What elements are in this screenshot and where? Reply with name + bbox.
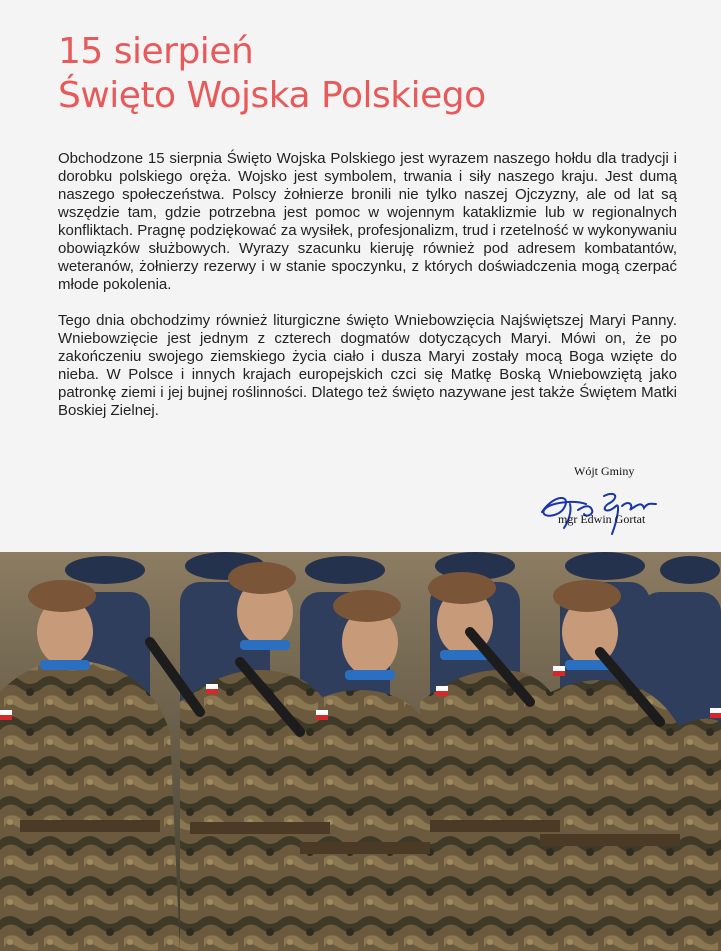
page-title: [58, 30, 486, 118]
title-line-holiday: Święto Wojska Polskiego: [58, 75, 486, 116]
signature-role: Wójt Gminy: [574, 464, 635, 478]
soldiers-parade-image: [0, 552, 721, 951]
signature-name: mgr Edwin Gortat: [558, 512, 646, 526]
soldiers-parade-photo: [0, 552, 721, 951]
paragraph-army-day: Obchodzone 15 sierpnia Święto Wojska Polskiego jest wyrazem naszego hołdu dla tradycji i dorobku polskiego oręża. Wojsko jest symbolem, trwania i siły naszego kraju. Jest dumą naszego społeczeństwa. Polscy żołnierze bronili nie tylko naszej Ojczyzny, ale od lat są wszędzie tam, gdzie potrzebna jest pomoc w wojennym kataklizmie lub w regionalnych konfliktach. Pragnę podziękować za wysiłek, profesjonalizm, trud i rzetelność w wykonywaniu obowiązków służbowych. Wyrazy szacunku kieruję również pod adresem kombatantów, weteranów, żołnierzy rezerwy i w stanie spoczynku, z których doświadczenia mogą czerpać młode pokolenia.: [58, 150, 677, 293]
letter-body: [58, 150, 677, 438]
signature-block: [534, 462, 664, 542]
paragraph-assumption: Tego dnia obchodzimy również liturgiczne święto Wniebowzięcia Najświętszej Maryi Panny. Wniebowzięcie jest jednym z czterech dogmatów dotyczących Maryi. Mówi on, że po zakończeniu swojego ziemskiego życia ciało i dusza Maryi zostały mocą Boga wzięte do nieba. W Polsce i innych krajach europejskich czci się Matkę Boską Wniebowziętą jako patronkę ziemi i jej bujnej roślinności. Dlatego też święto nazywane jest także Świętem Matki Boskiej Zielnej.: [58, 312, 677, 419]
title-line-date: 15 sierpień: [58, 31, 254, 72]
handwritten-signature-icon: [534, 474, 664, 544]
